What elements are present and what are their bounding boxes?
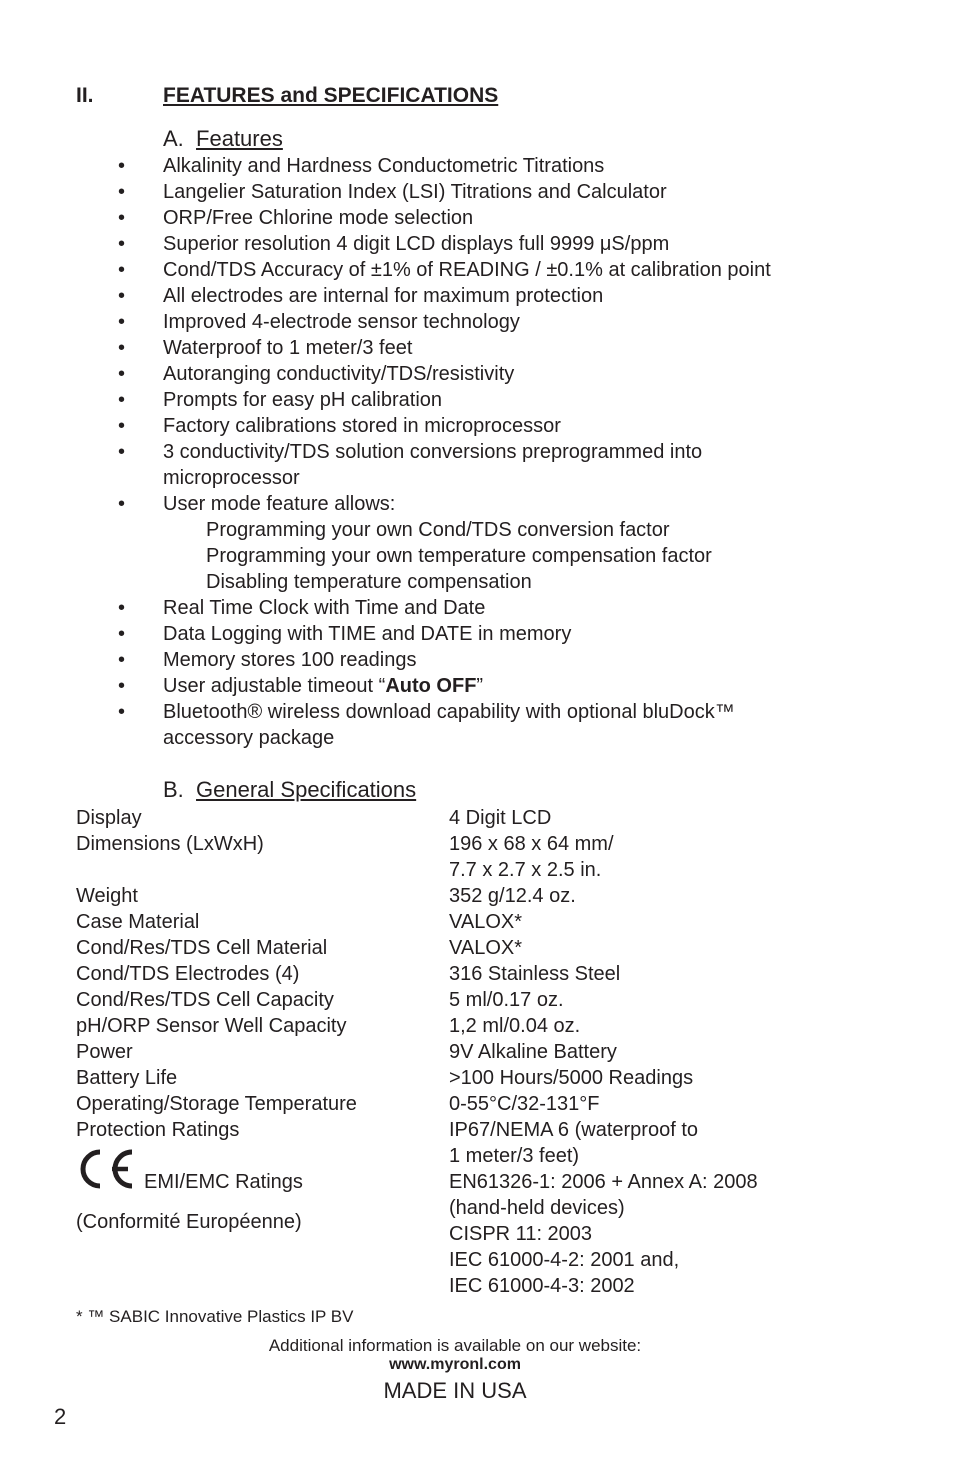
spec-value: (hand-held devices) bbox=[449, 1197, 625, 1219]
bullet-icon: • bbox=[118, 623, 126, 645]
spec-value: EN61326-1: 2006 + Annex A: 2008 bbox=[449, 1171, 758, 1193]
spec-value: 7.7 x 2.7 x 2.5 in. bbox=[449, 859, 602, 881]
bullet-icon: • bbox=[118, 207, 126, 229]
specs-heading bbox=[163, 777, 416, 803]
spec-value: 0-55°C/32-131°F bbox=[449, 1093, 600, 1115]
spec-label: Case Material bbox=[76, 911, 200, 933]
bullet-icon: • bbox=[118, 233, 126, 255]
spec-label: Operating/Storage Temperature bbox=[76, 1093, 357, 1115]
spec-value: 5 ml/0.17 oz. bbox=[449, 989, 564, 1011]
spec-value: 316 Stainless Steel bbox=[449, 963, 621, 985]
spec-value: >100 Hours/5000 Readings bbox=[449, 1067, 694, 1089]
section-title: FEATURES and SPECIFICATIONS bbox=[163, 84, 499, 107]
feature-item: Cond/TDS Accuracy of ±1% of READING / ±0.1% at calibration point bbox=[163, 259, 771, 281]
spec-value: VALOX* bbox=[449, 937, 522, 959]
spec-value: 352 g/12.4 oz. bbox=[449, 885, 576, 907]
bullet-icon: • bbox=[118, 389, 126, 411]
feature-item-text: ” bbox=[476, 675, 484, 697]
features-heading bbox=[163, 126, 283, 152]
spec-value: 4 Digit LCD bbox=[449, 807, 552, 829]
bullet-icon: • bbox=[118, 675, 126, 697]
features-title: Features bbox=[196, 126, 283, 151]
feature-item: Real Time Clock with Time and Date bbox=[163, 597, 486, 619]
feature-item: Prompts for easy pH calibration bbox=[163, 389, 443, 411]
feature-item: Alkalinity and Hardness Conductometric Titrations bbox=[163, 155, 605, 177]
feature-subitem: Programming your own temperature compensation factor bbox=[206, 545, 712, 567]
feature-item: Waterproof to 1 meter/3 feet bbox=[163, 337, 413, 359]
page-number: 2 bbox=[54, 1404, 67, 1429]
spec-label: Dimensions (LxWxH) bbox=[76, 833, 264, 855]
feature-item bbox=[163, 673, 483, 699]
website-url: www.myronl.com bbox=[389, 1356, 521, 1373]
feature-subitem: Programming your own Cond/TDS conversion factor bbox=[206, 519, 670, 541]
spec-value: 196 x 68 x 64 mm/ bbox=[449, 833, 614, 855]
feature-item: Bluetooth® wireless download capability with optional bluDock™ bbox=[163, 701, 735, 723]
bullet-icon: • bbox=[118, 311, 126, 333]
spec-value: CISPR 11: 2003 bbox=[449, 1223, 593, 1245]
spec-value: 9V Alkaline Battery bbox=[449, 1041, 617, 1063]
bullet-icon: • bbox=[118, 701, 126, 723]
spec-label: Protection Ratings bbox=[76, 1119, 240, 1141]
feature-item: Autoranging conductivity/TDS/resistivity bbox=[163, 363, 515, 385]
feature-item: Superior resolution 4 digit LCD displays full 9999 μS/ppm bbox=[163, 233, 670, 255]
made-in-usa: MADE IN USA bbox=[383, 1378, 527, 1403]
bullet-icon: • bbox=[118, 363, 126, 385]
feature-item-text: User adjustable timeout “ bbox=[163, 675, 386, 697]
section-number: II. bbox=[76, 84, 94, 107]
trademark-footnote: * ™ SABIC Innovative Plastics IP BV bbox=[76, 1307, 354, 1326]
ce-mark-logo bbox=[74, 1146, 136, 1192]
bullet-icon: • bbox=[118, 181, 126, 203]
feature-item: All electrodes are internal for maximum protection bbox=[163, 285, 604, 307]
bullet-icon: • bbox=[118, 415, 126, 437]
spec-label: Battery Life bbox=[76, 1067, 178, 1089]
website-note: Additional information is available on our website: bbox=[268, 1336, 642, 1355]
auto-off-emphasis: Auto OFF bbox=[385, 675, 477, 697]
feature-item-continuation: accessory package bbox=[163, 727, 335, 749]
feature-item: User mode feature allows: bbox=[163, 493, 396, 515]
spec-value: IEC 61000-4-2: 2001 and, bbox=[449, 1249, 680, 1271]
spec-label: EMI/EMC Ratings bbox=[144, 1171, 303, 1193]
bullet-icon: • bbox=[118, 597, 126, 619]
specs-letter: B. bbox=[163, 777, 184, 802]
spec-value: 1,2 ml/0.04 oz. bbox=[449, 1015, 581, 1037]
spec-label: Cond/Res/TDS Cell Material bbox=[76, 937, 328, 959]
bullet-icon: • bbox=[118, 649, 126, 671]
spec-value: IEC 61000-4-3: 2002 bbox=[449, 1275, 635, 1297]
spec-label: Weight bbox=[76, 885, 138, 907]
specs-title: General Specifications bbox=[196, 777, 417, 802]
feature-item-continuation: microprocessor bbox=[163, 467, 300, 489]
spec-label: Cond/Res/TDS Cell Capacity bbox=[76, 989, 334, 1011]
bullet-icon: • bbox=[118, 493, 126, 515]
feature-item: ORP/Free Chlorine mode selection bbox=[163, 207, 474, 229]
feature-item: Langelier Saturation Index (LSI) Titrations and Calculator bbox=[163, 181, 667, 203]
spec-value: VALOX* bbox=[449, 911, 522, 933]
feature-subitem: Disabling temperature compensation bbox=[206, 571, 532, 593]
spec-label: (Conformité Européenne) bbox=[76, 1211, 302, 1233]
bullet-icon: • bbox=[118, 441, 126, 463]
bullet-icon: • bbox=[118, 285, 126, 307]
feature-item: Memory stores 100 readings bbox=[163, 649, 417, 671]
bullet-icon: • bbox=[118, 337, 126, 359]
spec-label: pH/ORP Sensor Well Capacity bbox=[76, 1015, 347, 1037]
spec-label: Display bbox=[76, 807, 142, 829]
bullet-icon: • bbox=[118, 259, 126, 281]
feature-item: Factory calibrations stored in microprocessor bbox=[163, 415, 561, 437]
spec-value: IP67/NEMA 6 (waterproof to bbox=[449, 1119, 699, 1141]
spec-value: 1 meter/3 feet) bbox=[449, 1145, 580, 1167]
feature-item: 3 conductivity/TDS solution conversions preprogrammed into bbox=[163, 441, 703, 463]
spec-label: Cond/TDS Electrodes (4) bbox=[76, 963, 300, 985]
feature-item: Improved 4-electrode sensor technology bbox=[163, 311, 520, 333]
features-letter: A. bbox=[163, 126, 184, 151]
bullet-icon: • bbox=[118, 155, 126, 177]
feature-item: Data Logging with TIME and DATE in memory bbox=[163, 623, 572, 645]
spec-label: Power bbox=[76, 1041, 133, 1063]
